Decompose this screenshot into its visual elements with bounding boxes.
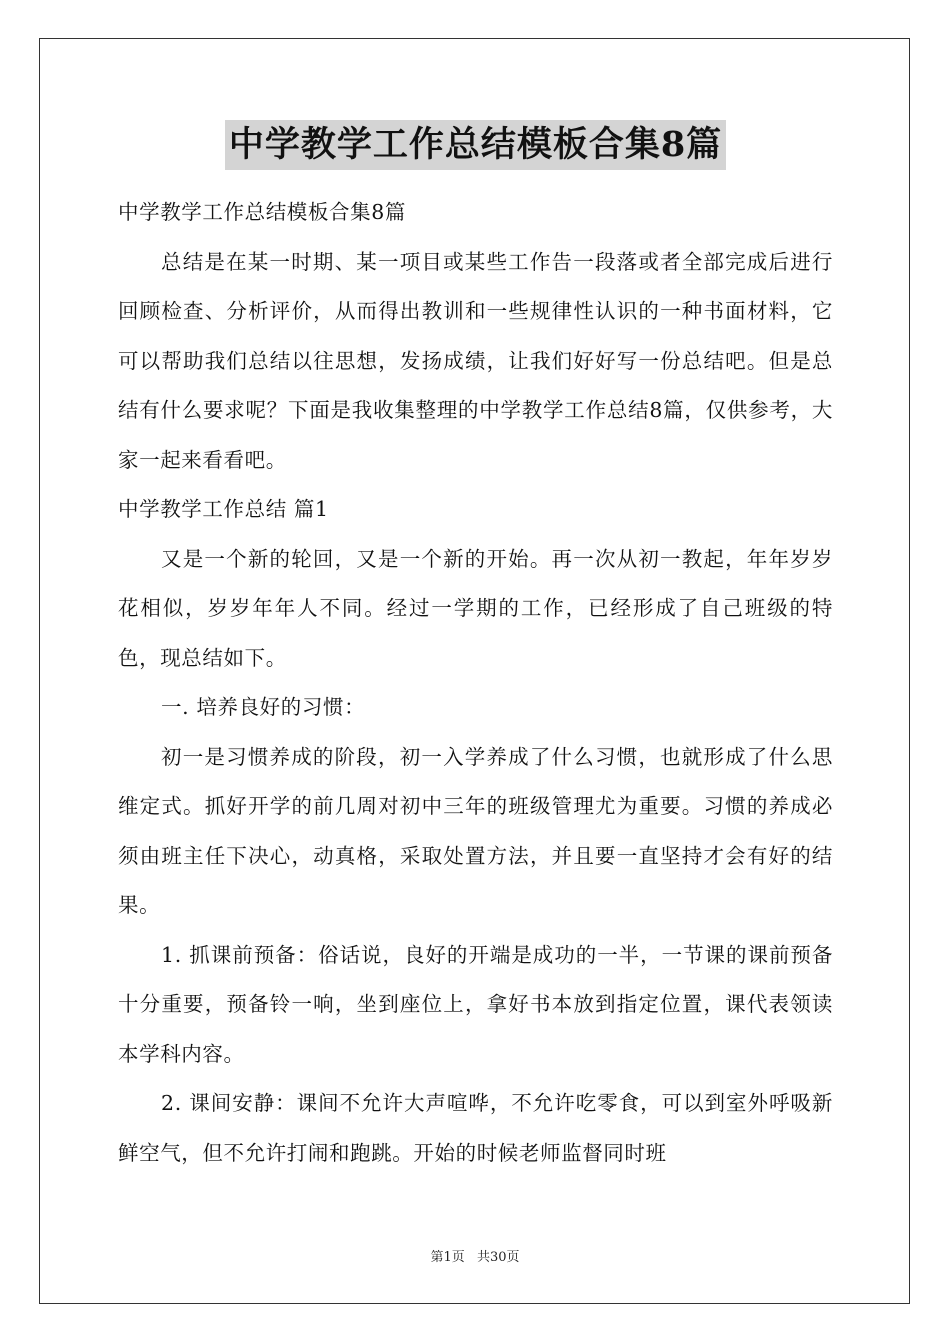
paragraph: 中学教学工作总结 篇1 (118, 497, 329, 521)
paragraph: 初一是习惯养成的阶段，初一入学养成了什么习惯，也就形成了什么思维定式。抓好开学的前几周对初中三年的班级管理尤为重要。习惯的养成必须由班主任下决心，动真格，采取处置方法，并且要一直坚持才会有好的结果。 (118, 744, 833, 917)
paragraph-list (118, 188, 833, 1178)
document-body (118, 120, 833, 1178)
paragraph: 一. 培养良好的习惯： (161, 695, 366, 719)
paragraph: 2. 课间安静：课间不允许大声喧哗，不允许吃零食，可以到室外呼吸新鲜空气，但不允许打闹和跑跳。开始的时候老师监督同时班 (118, 1091, 833, 1165)
paragraph: 中学教学工作总结模板合集8篇 (118, 200, 406, 224)
document-title: 中学教学工作总结模板合集8篇 (225, 120, 726, 170)
paragraph: 总结是在某一时期、某一项目或某些工作告一段落或者全部完成后进行回顾检查、分析评价，从而得出教训和一些规律性认识的一种书面材料，它可以帮助我们总结以往思想，发扬成绩，让我们好好写一份总结吧。但是总结有什么要求呢？下面是我收集整理的中学教学工作总结8篇，仅供参考，大家一起来看看吧。 (118, 249, 833, 472)
paragraph: 又是一个新的轮回，又是一个新的开始。再一次从初一教起，年年岁岁花相似，岁岁年年人不同。经过一学期的工作，已经形成了自己班级的特色，现总结如下。 (118, 546, 833, 670)
page-number: 第1页 (430, 1250, 465, 1265)
paragraph: 1. 抓课前预备：俗话说，良好的开端是成功的一半，一节课的课前预备十分重要，预备铃一响，坐到座位上，拿好书本放到指定位置，课代表领读本学科内容。 (118, 942, 833, 1066)
page-footer (0, 1246, 950, 1265)
page-total: 共30页 (476, 1250, 520, 1265)
title-wrap (118, 120, 833, 176)
